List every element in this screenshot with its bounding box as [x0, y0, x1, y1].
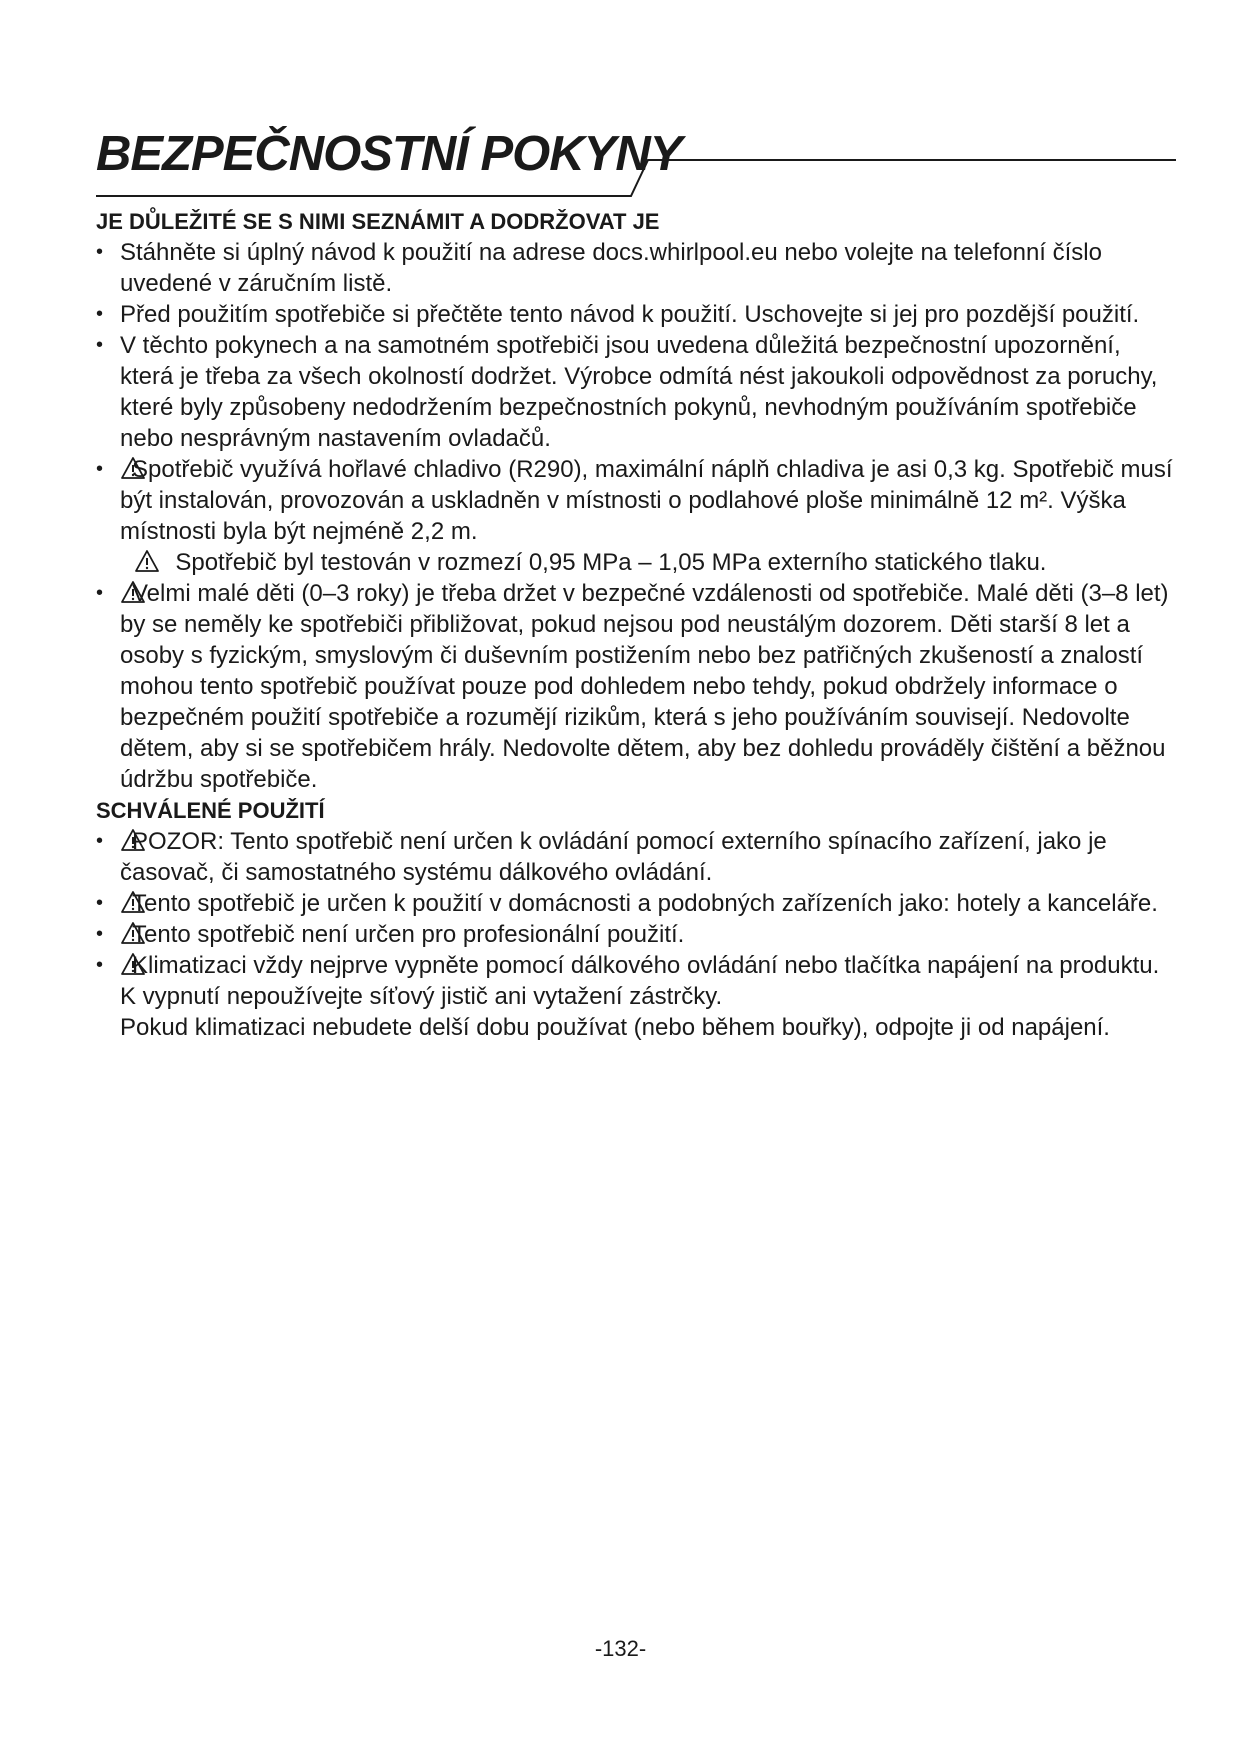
bullet: • — [96, 923, 104, 945]
item-text: Před použitím spotřebiče si přečtěte tento návod k použití. Uschovejte si jej pro pozdější použití. — [120, 301, 1140, 328]
list-item — [96, 330, 1176, 454]
list-item — [96, 888, 1176, 919]
list-item — [96, 299, 1176, 330]
item-text: K vypnutí nepoužívejte síťový jistič ani vytažení zástrčky. — [120, 983, 723, 1010]
bullet: • — [96, 458, 104, 480]
bullet: • — [96, 303, 104, 325]
list-item — [96, 826, 1176, 888]
item-text: V těchto pokynech a na samotném spotřebiči jsou uvedena důležitá bezpečnostní upozornění, která je třeba za všech okolností dodržet. Výrobce odmítá nést jakoukoli odpovědnost za poruchy, které byly způsobeny nedodržením bezpečnostních pokynů, nevhodným používáním spotřebiče nebo nesprávným nastavením ovladačů. — [120, 332, 1158, 452]
item-text: Stáhněte si úplný návod k použití na adrese docs.whirlpool.eu nebo volejte na telefonní číslo uvedené v záručním listě. — [120, 239, 1102, 297]
item-text: Tento spotřebič není určen pro profesionální použití. — [132, 921, 685, 948]
page-number: -132- — [594, 1636, 647, 1661]
bullet: • — [96, 954, 104, 976]
list-item — [96, 578, 1176, 795]
item-text: Spotřebič byl testován v rozmezí 0,95 MPa – 1,05 MPa externího statického tlaku. — [175, 549, 1047, 576]
section-heading-approved-use: SCHVÁLENÉ POUŽITÍ — [96, 798, 325, 823]
list-item — [96, 950, 1176, 1043]
section-heading-important: JE DŮLEŽITÉ SE S NIMI SEZNÁMIT A DODRŽOVAT JE — [96, 209, 660, 234]
document-body — [96, 206, 1176, 1043]
bullet: • — [96, 241, 104, 263]
item-text: Spotřebič využívá hořlavé chladivo (R290), maximální náplň chladiva je asi 0,3 kg. Spotřebič musí být instalován, provozován a uskladněn v místnosti o podlahové ploše minimálně 12 m². Výška místnosti byla být nejméně 2,2 m. — [120, 456, 1173, 545]
page-header — [96, 120, 1176, 200]
item-text: POZOR: Tento spotřebič není určen k ovládání pomocí externího spínacího zařízení, jako je časovač, či samostatného systému dálkového ovládání. — [120, 828, 1107, 886]
item-text: Velmi malé děti (0–3 roky) je třeba držet v bezpečné vzdálenosti od spotřebiče. Malé děti (3–8 let) by se neměly ke spotřebiči přibližovat, pokud nejsou pod neustálým dozorem. Děti starší 8 let a osoby s fyzickým, smyslovým či duševním postižením nebo bez patřičných zkušeností a znalostí mohou tento spotřebič používat pouze pod dohledem nebo tehdy, pokud obdržely informace o bezpečném použití spotřebiče a rozumějí rizikům, která s jeho používáním souvisejí. Nedovolte dětem, aby si se spotřebičem hrály. Nedovolte dětem, aby bez dohledu prováděly čištění a běžnou údržbu spotřebiče. — [120, 580, 1169, 793]
warning-triangle-icon — [134, 549, 160, 573]
list-item — [96, 237, 1176, 299]
list-item — [96, 919, 1176, 950]
bullet: • — [96, 830, 104, 852]
bullet: • — [96, 892, 104, 914]
item-text: Pokud klimatizaci nebudete delší dobu používat (nebo během bouřky), odpojte ji od napájení. — [120, 1014, 1110, 1041]
page-title: BEZPEČNOSTNÍ POKYNY — [96, 127, 682, 181]
bullet: • — [96, 334, 104, 356]
item-text: Klimatizaci vždy nejprve vypněte pomocí dálkového ovládání nebo tlačítka napájení na produktu. — [132, 952, 1160, 979]
bullet: • — [96, 582, 104, 604]
item-text: Tento spotřebič je určen k použití v domácnosti a podobných zařízeních jako: hotely a kanceláře. — [132, 890, 1158, 917]
list-item — [96, 454, 1176, 578]
